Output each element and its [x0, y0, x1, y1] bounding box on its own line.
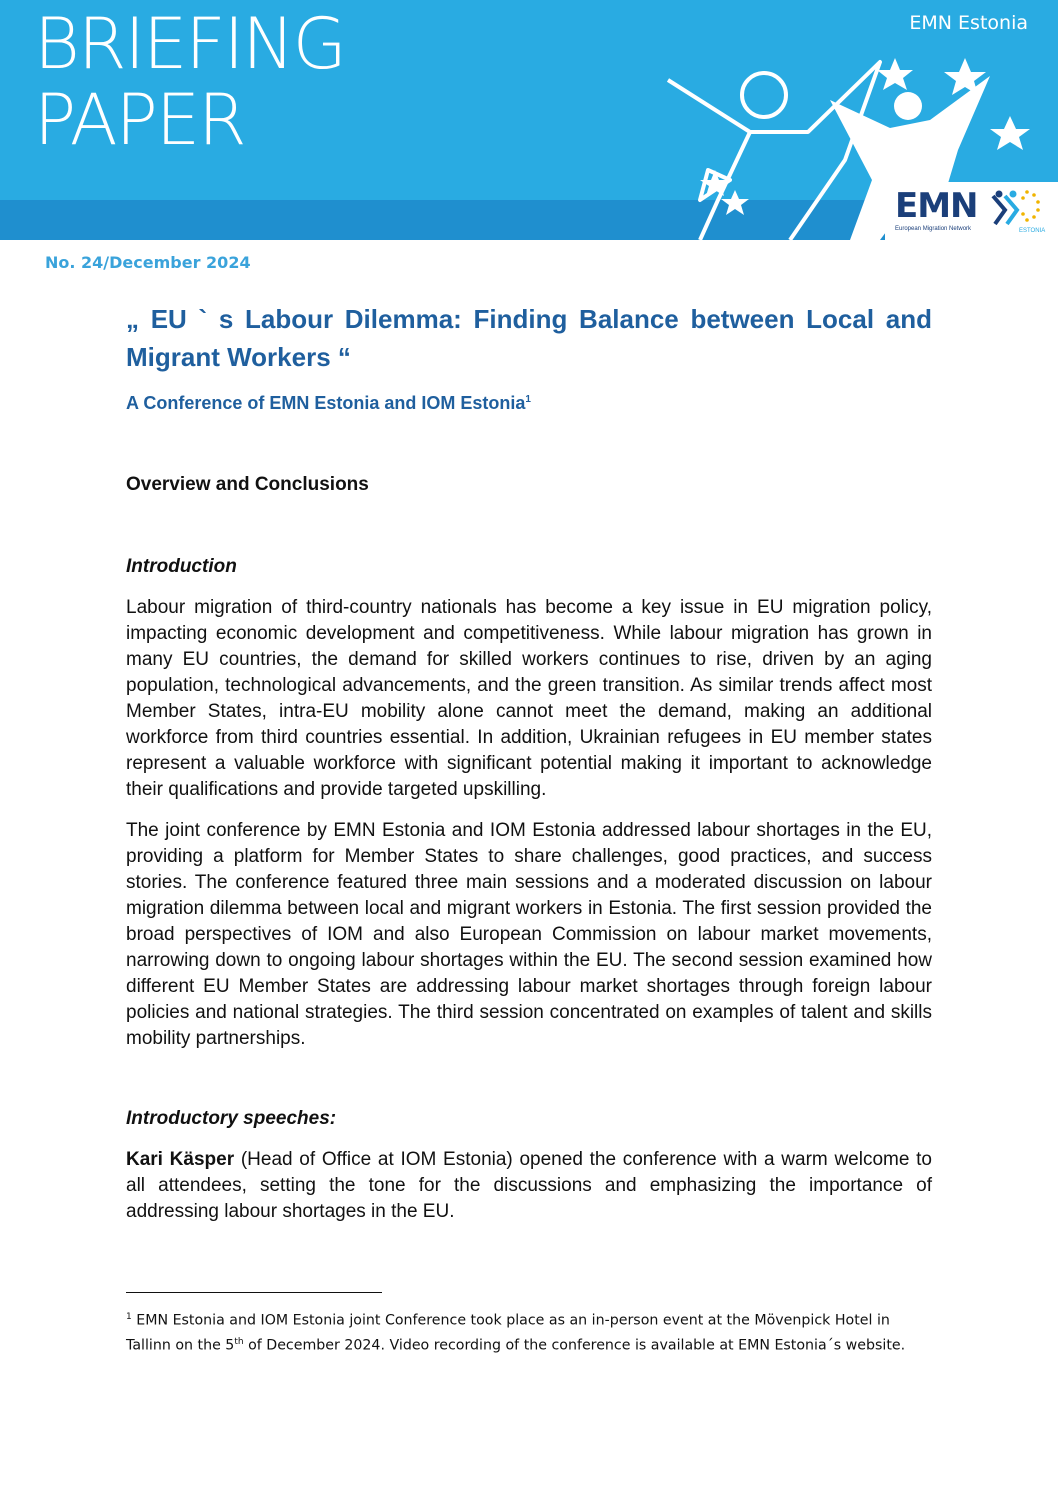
introduction-heading: Introduction [126, 556, 237, 577]
logo-subtext: European Migration Network [895, 226, 972, 232]
title-line-2: PAPER [34, 79, 245, 161]
speech-paragraph [126, 1147, 932, 1225]
emn-logo [885, 182, 1058, 240]
emn-stars-logo-icon [989, 188, 1045, 228]
speeches-heading: Introductory speeches: [126, 1108, 337, 1129]
header-banner [0, 0, 1058, 240]
document-title: „ EU ` s Labour Dilemma: Finding Balance between Local and Migrant Workers “ [126, 304, 932, 372]
document-subtitle [126, 393, 932, 414]
footnote-ref[interactable]: 1 [525, 394, 531, 405]
footnote-ordinal: th [234, 1336, 244, 1347]
speech-text: (Head of Office at IOM Estonia) opened the conference with a warm welcome to all attendees, setting the tone for the discussions and emphasizing the importance of addressing labour shortages in the EU. [126, 1149, 932, 1222]
footnote-text-before: EMN Estonia and IOM Estonia joint Conference took place as an in-person event at the Mövenpick Hotel in Tallinn on the 5 [126, 1312, 890, 1354]
briefing-paper-title [34, 3, 345, 161]
footnote-divider [126, 1292, 382, 1293]
intro-paragraph-1: Labour migration of third-country nationals has become a key issue in EU migration policy, impacting economic development and competitiveness. While labour migration has grown in many EU countries, the demand for skilled workers continues to rise, driven by an aging population, technological advancements, and the green transition. As similar trends affect most Member States, intra-EU mobility alone cannot meet the demand, making an additional workforce from third countries essential. In addition, Ukrainian refugees in EU member states represent a valuable workforce with significant potential making it important to acknowledge their qualifications and provide targeted upskilling. [126, 597, 932, 800]
issue-line: No. 24/December 2024 [45, 253, 251, 272]
logo-country: ESTONIA [1019, 228, 1046, 234]
logo-text: EMN [895, 186, 978, 226]
title-line-1: BRIEFING [34, 3, 345, 85]
speaker-name: Kari Käsper [126, 1149, 235, 1170]
section-heading: Overview and Conclusions [126, 474, 369, 495]
footnote-marker: 1 [126, 1312, 132, 1322]
intro-paragraph-2: The joint conference by EMN Estonia and IOM Estonia addressed labour shortages in the EU, providing a platform for Member States to share challenges, good practices, and success stories. The conference featured three main sessions and a moderated discussion on labour migration dilemma between local and migrant workers in Estonia. The first session provided the broad perspectives of IOM and also European Commission on labour market movements, narrowing down to ongoing labour shortages within the EU. The second session examined how different EU Member States are addressing labour market shortages through foreign labour policies and national strategies. The third session concentrated on examples of talent and skills mobility partnerships. [126, 820, 932, 1049]
footnote-text-after: of December 2024. Video recording of the conference is available at EMN Estonia´s website. [243, 1337, 906, 1354]
subtitle-text: A Conference of EMN Estonia and IOM Estonia [126, 393, 526, 413]
org-label: EMN Estonia [909, 12, 1028, 34]
footnote [126, 1307, 938, 1356]
